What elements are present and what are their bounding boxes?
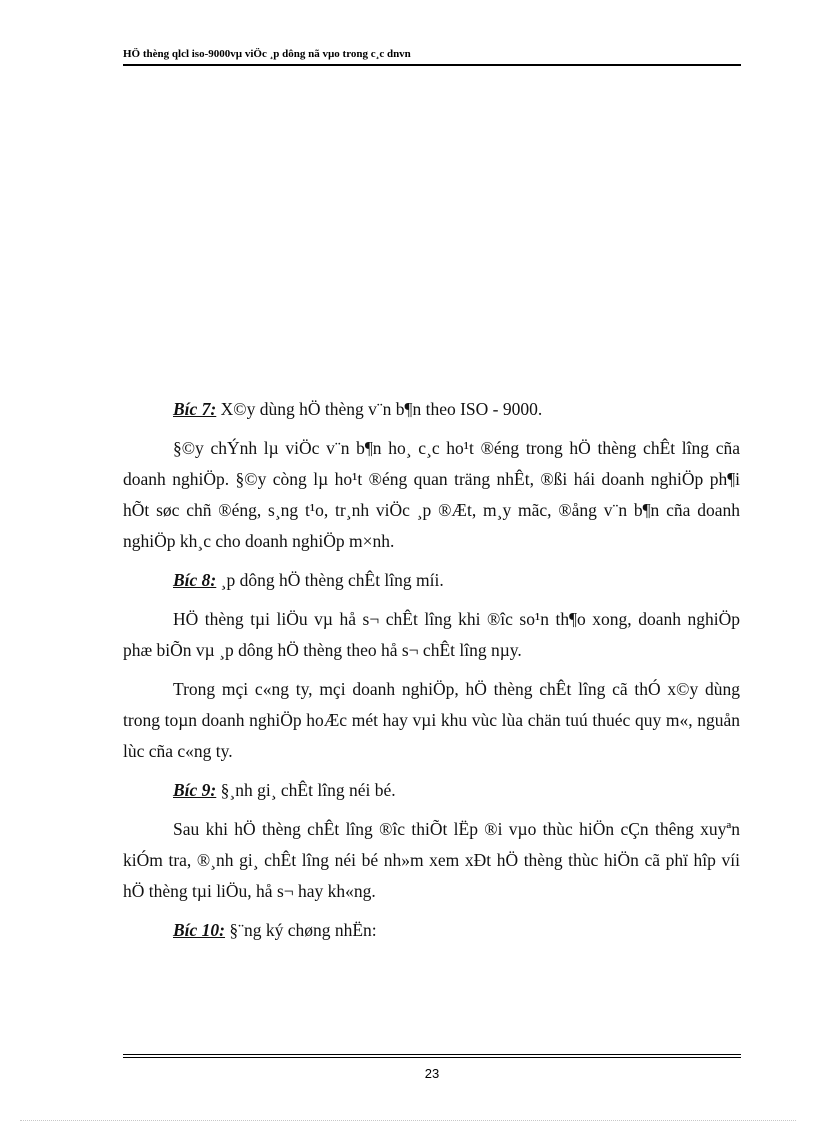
step-label: Bíc 9: [173, 780, 217, 800]
body-paragraph: Sau khi hÖ thèng chÊt lîng ®îc thiÕt lËp ®i vµo thùc hiÖn cÇn thêng xuyªn kiÓm tra, ®¸nh gi¸ chÊt lîng néi bé nh»m xem xÐt hÖ thèng thùc hiÖn cã phï hîp víi hÖ thèng tµi liÖu, hå s¬ hay kh«ng. [123, 819, 740, 901]
body-paragraph: Trong mçi c«ng ty, mçi doanh nghiÖp, hÖ thèng chÊt lîng cã thÓ x©y dùng trong toµn doanh nghiÖp hoÆc mét hay vµi khu vùc lùa chän tuú thuéc quy m«, nguån lùc cña c«ng ty. [123, 679, 740, 761]
step-label: Bíc 10: [173, 920, 226, 940]
running-header: HÖ thèng qlcl iso-9000vµ viÖc ¸p dông nã vµo trong c¸c dnvn [123, 48, 411, 60]
page-number: 23 [424, 1066, 440, 1081]
step-10-heading [123, 915, 740, 946]
document-body [123, 394, 740, 954]
page-edge [20, 1120, 796, 1121]
body-paragraph: HÖ thèng tµi liÖu vµ hå s¬ chÊt lîng khi ®îc so¹n th¶o xong, doanh nghiÖp phæ biÕn vµ ¸p dông hÖ thèng theo hå s¬ chÊt lîng nµy. [123, 609, 740, 660]
body-paragraph: §©y chÝnh lµ viÖc v¨n b¶n ho¸ c¸c ho¹t ®éng trong hÖ thèng chÊt lîng cña doanh nghiÖp. §©y còng lµ ho¹t ®éng quan träng nhÊt, ®ßi hái doanh nghiÖp ph¶i hÕt søc chñ ®éng, s¸ng t¹o, tr¸nh viÖc ¸p ®Æt, m¸y mãc, ®ång v¨n b¶n cña doanh nghiÖp kh¸c cho doanh nghiÖp m×nh. [123, 438, 740, 551]
step-title: §¸nh gi¸ chÊt lîng néi bé. [216, 780, 396, 800]
footer-divider-bottom [123, 1057, 741, 1058]
step-title: X©y dùng hÖ thèng v¨n b¶n theo ISO - 9000. [216, 399, 543, 419]
footer-divider-top [123, 1054, 741, 1055]
step-title: ¸p dông hÖ thèng chÊt lîng míi. [216, 570, 444, 590]
step-8-heading [123, 565, 740, 596]
step-label: Bíc 8: [173, 570, 217, 590]
step-9-heading [123, 775, 740, 806]
step-title: §¨ng ký chøng nhËn: [225, 920, 377, 940]
step-7-heading [123, 394, 740, 425]
step-label: Bíc 7: [173, 399, 217, 419]
header-divider [123, 64, 741, 66]
